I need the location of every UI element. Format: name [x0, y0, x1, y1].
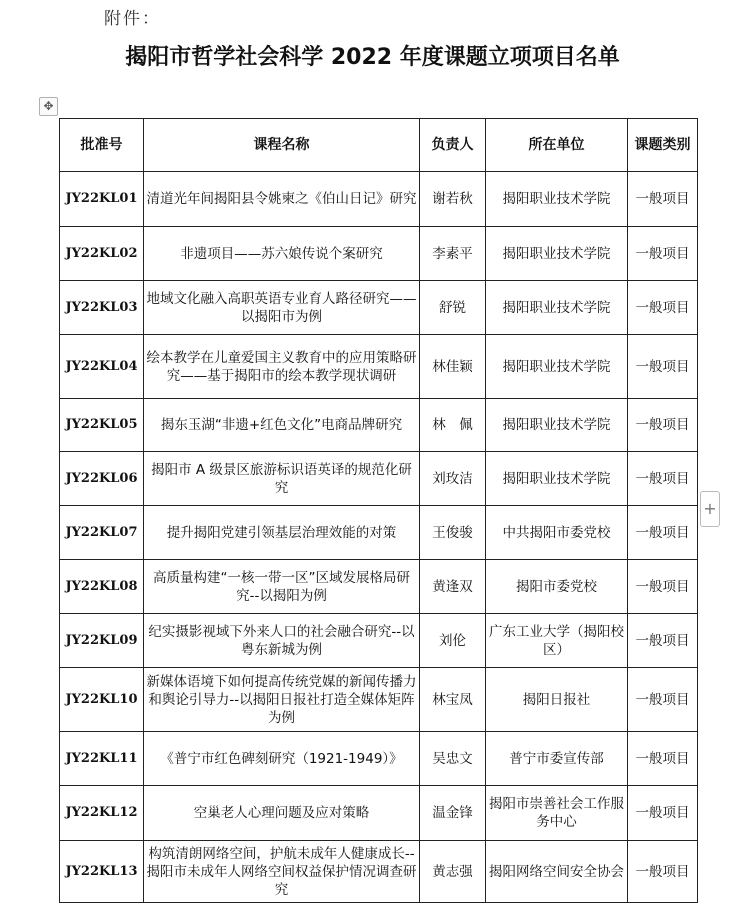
add-column-icon[interactable]: +	[700, 491, 720, 527]
cell-code: JY22KL10	[60, 668, 144, 732]
cell-leader: 刘伦	[420, 614, 486, 668]
cell-unit: 揭阳市委党校	[486, 560, 628, 614]
cell-category: 一般项目	[628, 668, 698, 732]
cell-name: 非遗项目——苏六娘传说个案研究	[144, 227, 420, 281]
attachment-label: 附件：	[104, 9, 161, 29]
cell-name: 清道光年间揭阳县令姚柬之《伯山日记》研究	[144, 172, 420, 227]
cell-leader: 林 佩	[420, 399, 486, 452]
table-header-row	[60, 119, 698, 172]
cell-category: 一般项目	[628, 614, 698, 668]
cell-unit: 中共揭阳市委党校	[486, 506, 628, 560]
table-row	[60, 227, 698, 281]
cell-category: 一般项目	[628, 227, 698, 281]
cell-unit: 揭阳市崇善社会工作服务中心	[486, 786, 628, 841]
header-category: 课题类别	[628, 119, 698, 172]
table-row	[60, 614, 698, 668]
cell-leader: 谢若秋	[420, 172, 486, 227]
cell-code: JY22KL08	[60, 560, 144, 614]
cell-leader: 林佳颖	[420, 335, 486, 399]
cell-name: 纪实摄影视域下外来人口的社会融合研究--以粤东新城为例	[144, 614, 420, 668]
cell-name: 绘本教学在儿童爱国主义教育中的应用策略研究——基于揭阳市的绘本教学现状调研	[144, 335, 420, 399]
cell-unit: 揭阳职业技术学院	[486, 227, 628, 281]
header-code: 批准号	[60, 119, 144, 172]
cell-unit: 普宁市委宣传部	[486, 732, 628, 786]
cell-leader: 舒锐	[420, 281, 486, 335]
cell-name: 提升揭阳党建引领基层治理效能的对策	[144, 506, 420, 560]
project-table	[59, 118, 698, 903]
cell-unit: 揭阳职业技术学院	[486, 452, 628, 506]
cell-name: 地域文化融入高职英语专业育人路径研究——以揭阳市为例	[144, 281, 420, 335]
table-row	[60, 841, 698, 903]
table-row	[60, 172, 698, 227]
cell-code: JY22KL03	[60, 281, 144, 335]
cell-category: 一般项目	[628, 335, 698, 399]
table-move-handle-icon[interactable]: ✥	[39, 97, 58, 116]
table-row	[60, 452, 698, 506]
cell-code: JY22KL02	[60, 227, 144, 281]
cell-category: 一般项目	[628, 506, 698, 560]
cell-leader: 吴忠文	[420, 732, 486, 786]
cell-unit: 揭阳职业技术学院	[486, 172, 628, 227]
cell-unit: 揭阳职业技术学院	[486, 335, 628, 399]
cell-unit: 揭阳职业技术学院	[486, 281, 628, 335]
document-title: 揭阳市哲学社会科学 2022 年度课题立项项目名单	[125, 45, 620, 70]
cell-code: JY22KL04	[60, 335, 144, 399]
cell-code: JY22KL05	[60, 399, 144, 452]
cell-category: 一般项目	[628, 452, 698, 506]
header-name: 课程名称	[144, 119, 420, 172]
cell-name: 高质量构建“一核一带一区”区域发展格局研究--以揭阳为例	[144, 560, 420, 614]
cell-category: 一般项目	[628, 786, 698, 841]
cell-unit: 广东工业大学（揭阳校区）	[486, 614, 628, 668]
cell-code: JY22KL11	[60, 732, 144, 786]
header-leader: 负责人	[420, 119, 486, 172]
cell-category: 一般项目	[628, 841, 698, 903]
cell-code: JY22KL13	[60, 841, 144, 903]
cell-category: 一般项目	[628, 281, 698, 335]
table-row	[60, 506, 698, 560]
header-unit: 所在单位	[486, 119, 628, 172]
table-row	[60, 335, 698, 399]
cell-code: JY22KL01	[60, 172, 144, 227]
table-row	[60, 399, 698, 452]
cell-unit: 揭阳职业技术学院	[486, 399, 628, 452]
cell-name: 新媒体语境下如何提高传统党媒的新闻传播力和舆论引导力--以揭阳日报社打造全媒体矩阵为例	[144, 668, 420, 732]
table-row	[60, 732, 698, 786]
table-row	[60, 281, 698, 335]
cell-code: JY22KL12	[60, 786, 144, 841]
cell-name: 揭东玉湖“非遗+红色文化”电商品牌研究	[144, 399, 420, 452]
cell-name: 揭阳市 A 级景区旅游标识语英译的规范化研究	[144, 452, 420, 506]
cell-category: 一般项目	[628, 732, 698, 786]
cell-leader: 黄逢双	[420, 560, 486, 614]
cell-leader: 温金锋	[420, 786, 486, 841]
cell-name: 《普宁市红色碑刻研究（1921-1949）》	[144, 732, 420, 786]
cell-code: JY22KL07	[60, 506, 144, 560]
cell-unit: 揭阳日报社	[486, 668, 628, 732]
cell-category: 一般项目	[628, 172, 698, 227]
cell-leader: 刘玫洁	[420, 452, 486, 506]
cell-leader: 黄志强	[420, 841, 486, 903]
cell-leader: 林宝凤	[420, 668, 486, 732]
table-row	[60, 786, 698, 841]
cell-category: 一般项目	[628, 399, 698, 452]
table-row	[60, 560, 698, 614]
cell-leader: 王俊骏	[420, 506, 486, 560]
table-row	[60, 668, 698, 732]
cell-name: 构筑清朗网络空间，护航未成年人健康成长--揭阳市未成年人网络空间权益保护情况调查研究	[144, 841, 420, 903]
cell-name: 空巢老人心理问题及应对策略	[144, 786, 420, 841]
cell-code: JY22KL06	[60, 452, 144, 506]
cell-leader: 李素平	[420, 227, 486, 281]
cell-unit: 揭阳网络空间安全协会	[486, 841, 628, 903]
cell-code: JY22KL09	[60, 614, 144, 668]
cell-category: 一般项目	[628, 560, 698, 614]
